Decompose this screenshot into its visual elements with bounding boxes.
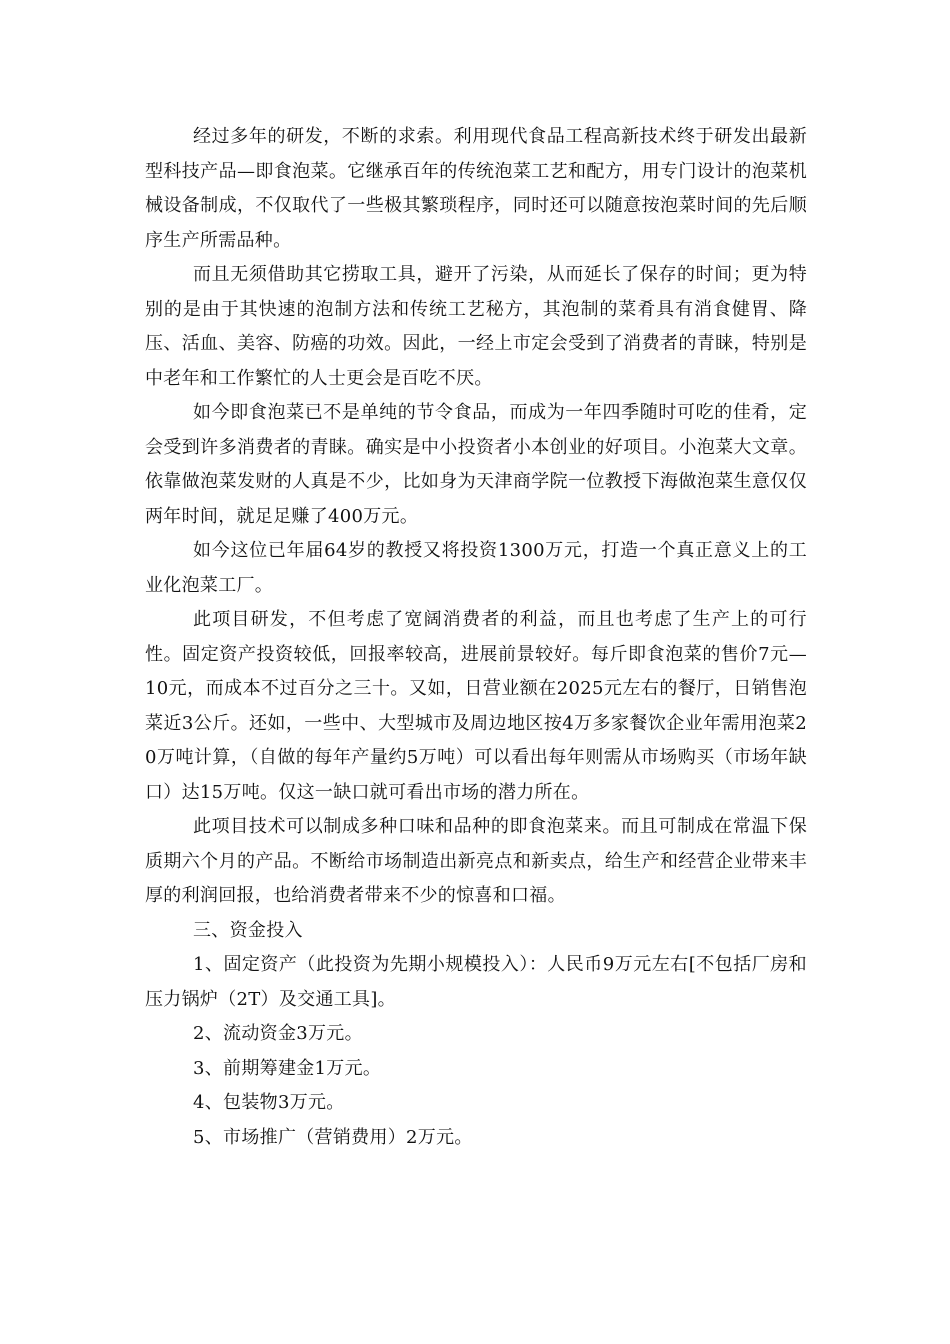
paragraph-benefits: 而且无须借助其它捞取工具，避开了污染，从而延长了保存的时间；更为特别的是由于其快速的泡制方法和传统工艺秘方，其泡制的菜肴具有消食健胃、降压、活血、美容、防癌的功效。因此，一经上市定会受到了消费者的青睐，特别是中老年和工作繁忙的人士更会是百吃不厌。 [145,264,807,389]
paragraph-rd-intro: 经过多年的研发，不断的求索。利用现代食品工程高新技术终于研发出最新型科技产品—即食泡菜。它继承百年的传统泡菜工艺和配方，用专门设计的泡菜机械设备制成，不仅取代了一些极其繁琐程序，同时还可以随意按泡菜时间的先后顺序生产所需品种。 [145,126,807,251]
list-item-fixed-assets: 1、固定资产（此投资为先期小规模投入）：人民币9万元左右[不包括厂房和压力锅炉（2T）及交通工具]。 [145,954,807,1010]
paragraph-professor-investment: 如今这位已年届64岁的教授又将投资1300万元，打造一个真正意义上的工业化泡菜工厂。 [145,540,807,596]
list-item-marketing: 5、市场推广（营销费用）2万元。 [193,1126,473,1148]
document-body [145,120,807,1155]
paragraph-feasibility: 此项目研发，不但考虑了宽阔消费者的利益，而且也考虑了生产上的可行性。固定资产投资较低，回报率较高，进展前景较好。每斤即食泡菜的售价7元—10元，而成本不过百分之三十。又如，日营业额在2025元左右的餐厅，日销售泡菜近3公斤。还如，一些中、大型城市及周边地区按4万多家餐饮企业年需用泡菜20万吨计算，（自做的每年产量约5万吨）可以看出每年则需从市场购买（市场年缺口）达15万吨。仅这一缺口就可看出市场的潜力所在。 [145,609,807,803]
paragraph-market-trend: 如今即食泡菜已不是单纯的节令食品，而成为一年四季随时可吃的佳肴，定会受到许多消费者的青睐。确实是中小投资者小本创业的好项目。小泡菜大文章。依靠做泡菜发财的人真是不少，比如身为天津商学院一位教授下海做泡菜生意仅仅两年时间，就足足赚了400万元。 [145,402,807,527]
list-item-working-capital: 2、流动资金3万元。 [193,1023,363,1044]
paragraph-product-variety: 此项目技术可以制成多种口味和品种的即食泡菜来。而且可制成在常温下保质期六个月的产品。不断给市场制造出新亮点和新卖点，给生产和经营企业带来丰厚的利润回报，也给消费者带来不少的惊喜和口福。 [145,816,807,906]
list-item-packaging: 4、包装物3万元。 [193,1092,345,1113]
list-item-preparation-fund: 3、前期筹建金1万元。 [193,1057,382,1079]
section-heading-investment: 三、资金投入 [193,919,303,941]
